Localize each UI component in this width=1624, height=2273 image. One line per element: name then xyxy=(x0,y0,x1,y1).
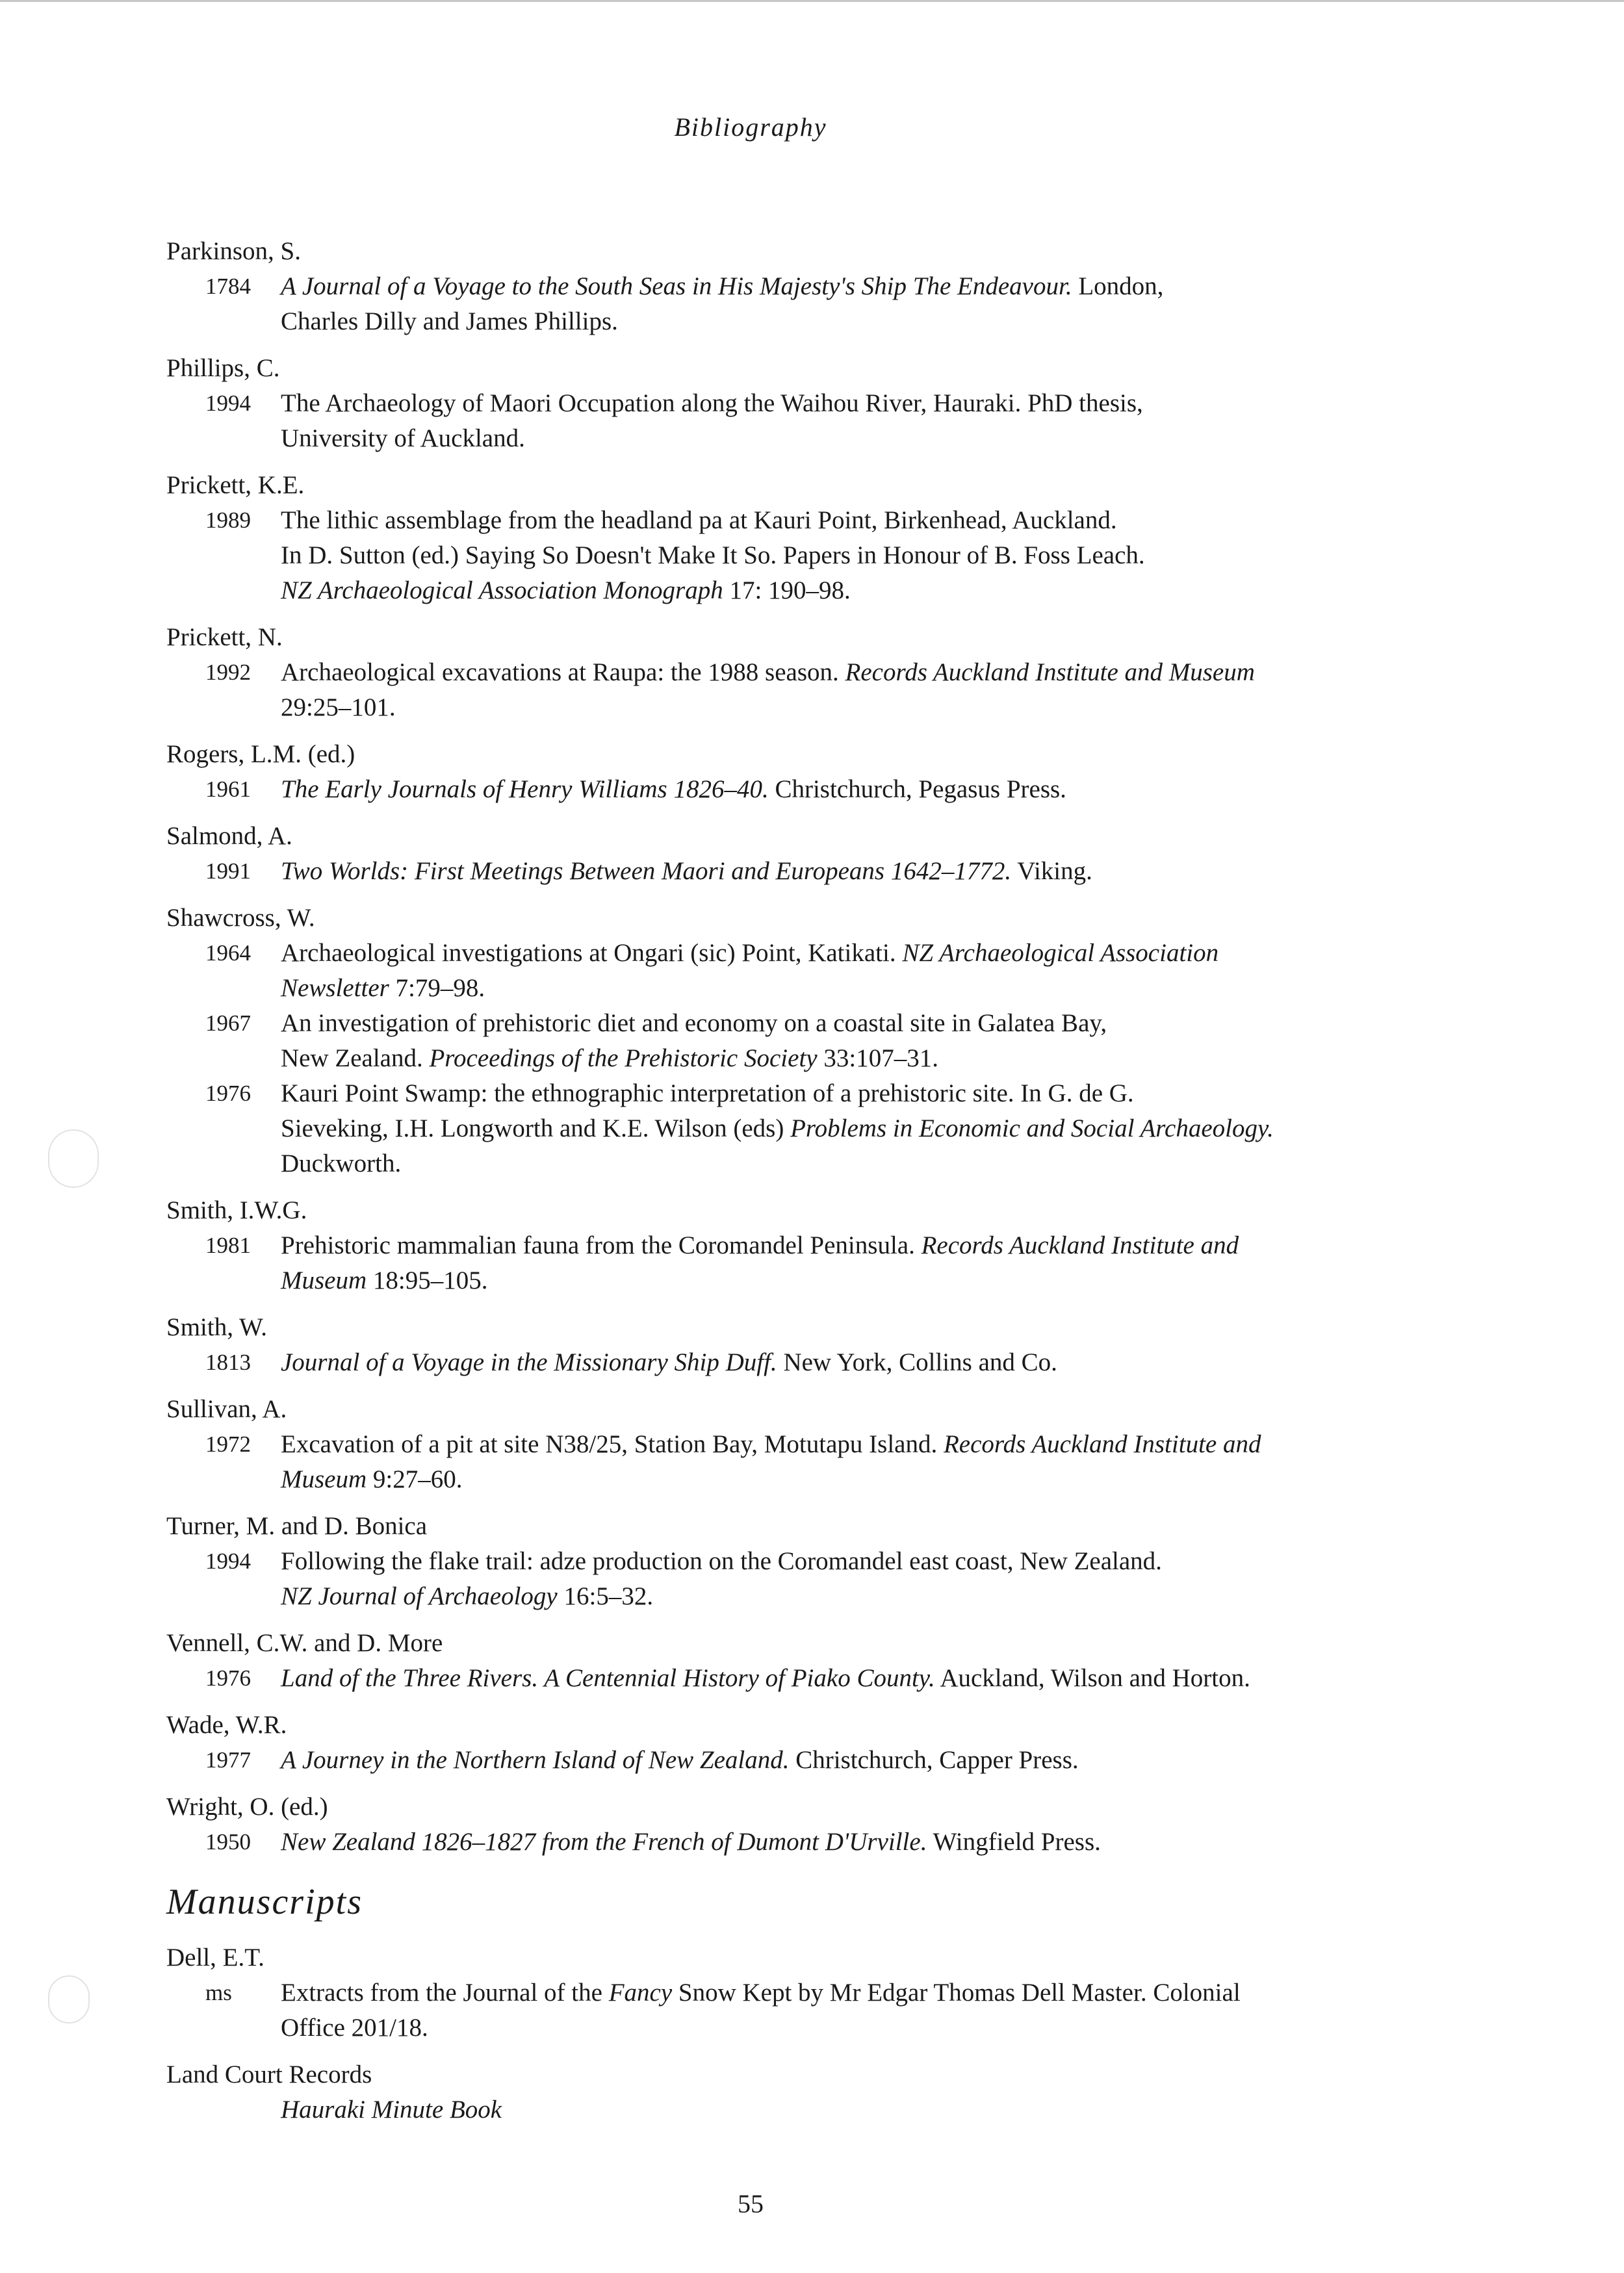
ref-text: In D. Sutton (ed.) Saying So Doesn't Make It So. Papers in Honour of B. Foss Leach. xyxy=(281,541,1145,569)
entry-author: Rogers, L.M. (ed.) xyxy=(166,740,355,768)
entry-author: Prickett, N. xyxy=(166,623,283,651)
section-heading-manuscripts: Manuscripts xyxy=(166,1882,363,1922)
bib-entry xyxy=(166,1392,1349,1497)
entry-year: 1981 xyxy=(205,1233,251,1258)
entry-year: 1989 xyxy=(205,507,251,533)
entry-reference xyxy=(166,2092,1349,2127)
ref-title: New Zealand 1826–1827 from the French of Dumont D'Urville. xyxy=(281,1828,927,1856)
entry-reference xyxy=(166,386,1349,456)
entry-author: Turner, M. and D. Bonica xyxy=(166,1512,428,1540)
ref-text: Kauri Point Swamp: the ethnographic interpretation of a prehistoric site. In G. de G. xyxy=(281,1079,1134,1107)
entry-reference xyxy=(166,1661,1349,1696)
ref-title: A Journal of a Voyage to the South Seas in His Majesty's Ship The Endeavour. xyxy=(281,272,1072,300)
entry-reference xyxy=(166,1975,1349,2046)
entry-reference xyxy=(166,936,1349,1006)
entry-author: Parkinson, S. xyxy=(166,237,301,265)
bib-entry xyxy=(166,351,1349,456)
ref-text: New Zealand. xyxy=(281,1044,430,1072)
entry-year: 1991 xyxy=(205,858,251,884)
bib-entry xyxy=(166,1193,1349,1298)
bib-entry xyxy=(166,1790,1349,1860)
ref-text: Duckworth. xyxy=(281,1149,402,1177)
entry-reference xyxy=(166,1228,1349,1298)
ref-text: Excavation of a pit at site N38/25, Station Bay, Motutapu Island. xyxy=(281,1430,944,1458)
ref-title: Land of the Three Rivers. A Centennial History of Piako County. xyxy=(281,1664,935,1692)
entry-author: Prickett, K.E. xyxy=(166,471,305,499)
entry-author: Smith, I.W.G. xyxy=(166,1196,307,1224)
bib-entry xyxy=(166,1626,1349,1696)
entry-year: 1994 xyxy=(205,391,251,416)
ref-text: 7:79–98. xyxy=(389,974,485,1002)
ref-title: Proceedings of the Prehistoric Society xyxy=(429,1044,818,1072)
entry-year: ms xyxy=(205,1980,232,2005)
entry-year: 1813 xyxy=(205,1350,251,1375)
ref-title: Journal of a Voyage in the Missionary Ship Duff. xyxy=(281,1348,777,1376)
entry-reference xyxy=(166,1743,1349,1778)
margin-blemish xyxy=(48,1975,90,2023)
ref-text: Wingfield Press. xyxy=(927,1828,1101,1856)
entry-reference xyxy=(166,1825,1349,1860)
bib-entry xyxy=(166,819,1349,889)
ref-text: Christchurch, Capper Press. xyxy=(789,1746,1079,1774)
entry-year: 1977 xyxy=(205,1747,251,1773)
running-head: Bibliography xyxy=(674,112,827,142)
bibliography-list xyxy=(166,234,1349,2139)
entry-author: Shawcross, W. xyxy=(166,904,315,932)
ref-title: NZ Archaeological Association Monograph xyxy=(281,576,723,604)
bib-entry xyxy=(166,468,1349,608)
ref-text: The lithic assemblage from the headland pa at Kauri Point, Birkenhead, Auckland. xyxy=(281,506,1117,534)
manuscript-entry xyxy=(166,1940,1349,2046)
ref-text: 17: 190–98. xyxy=(723,576,851,604)
entry-author: Phillips, C. xyxy=(166,354,280,382)
ref-title: A Journey in the Northern Island of New Zealand. xyxy=(281,1746,790,1774)
ref-title: Two Worlds: First Meetings Between Maori and Europeans 1642–1772. xyxy=(281,857,1012,885)
entry-year: 1964 xyxy=(205,940,251,966)
ref-text: Office 201/18. xyxy=(281,2014,428,2042)
entry-reference xyxy=(166,1427,1349,1497)
ref-text: Sieveking, I.H. Longworth and K.E. Wilson (eds) xyxy=(281,1114,791,1142)
top-edge-rule xyxy=(0,0,1624,2)
entry-author: Dell, E.T. xyxy=(166,1944,264,1971)
bib-entry xyxy=(166,1310,1349,1380)
ref-text: The Archaeology of Maori Occupation along the Waihou River, Hauraki. PhD thesis, xyxy=(281,389,1143,417)
margin-blemish xyxy=(48,1129,99,1188)
ref-text: Archaeological investigations at Ongari (sic) Point, Katikati. xyxy=(281,939,903,967)
ref-title: Hauraki Minute Book xyxy=(281,2096,502,2124)
ref-text: 9:27–60. xyxy=(367,1465,463,1493)
ref-text: Extracts from the Journal of the xyxy=(281,1979,609,2007)
ref-text: University of Auckland. xyxy=(281,424,525,452)
entry-author: Land Court Records xyxy=(166,2061,372,2088)
ref-title: Newsletter xyxy=(281,974,389,1002)
entry-year: 1967 xyxy=(205,1010,251,1036)
entry-author: Smith, W. xyxy=(166,1313,267,1341)
entry-year: 1972 xyxy=(205,1432,251,1457)
entry-reference xyxy=(166,503,1349,608)
entry-author: Wade, W.R. xyxy=(166,1711,287,1739)
bib-entry xyxy=(166,234,1349,339)
ref-text: Christchurch, Pegasus Press. xyxy=(768,775,1066,803)
ref-title: Records Auckland Institute and xyxy=(943,1430,1261,1458)
entry-reference xyxy=(166,1076,1349,1181)
entry-year: 1961 xyxy=(205,777,251,802)
entry-reference xyxy=(166,269,1349,339)
ref-text: 18:95–105. xyxy=(367,1266,488,1294)
ref-title: Problems in Economic and Social Archaeology. xyxy=(790,1114,1274,1142)
ref-title: Museum xyxy=(281,1266,367,1294)
entry-year: 1950 xyxy=(205,1829,251,1855)
ref-text: London, xyxy=(1072,272,1164,300)
bib-entry xyxy=(166,737,1349,807)
ref-title: NZ Journal of Archaeology xyxy=(281,1582,558,1610)
bib-entry xyxy=(166,1509,1349,1614)
ref-title: Records Auckland Institute and xyxy=(921,1231,1239,1259)
ref-text: 16:5–32. xyxy=(557,1582,654,1610)
entry-author: Salmond, A. xyxy=(166,822,292,850)
ref-text: 29:25–101. xyxy=(281,693,396,721)
entry-year: 1976 xyxy=(205,1665,251,1691)
ref-text: Archaeological excavations at Raupa: the 1988 season. xyxy=(281,658,845,686)
page-number: 55 xyxy=(738,2189,764,2218)
ref-title: Museum xyxy=(281,1465,367,1493)
entry-author: Sullivan, A. xyxy=(166,1395,287,1423)
entry-year: 1784 xyxy=(205,274,251,299)
ref-text: An investigation of prehistoric diet and economy on a coastal site in Galatea Bay, xyxy=(281,1009,1107,1037)
ref-text: Charles Dilly and James Phillips. xyxy=(281,307,618,335)
entry-year: 1976 xyxy=(205,1081,251,1106)
entry-reference xyxy=(166,1544,1349,1614)
entry-author: Vennell, C.W. and D. More xyxy=(166,1629,443,1657)
bib-entry xyxy=(166,1708,1349,1778)
manuscript-entry xyxy=(166,2057,1349,2127)
ref-title: The Early Journals of Henry Williams 1826–40. xyxy=(281,775,769,803)
entry-reference xyxy=(166,1006,1349,1076)
bib-entry xyxy=(166,620,1349,725)
ref-title: NZ Archaeological Association xyxy=(902,939,1219,967)
ref-text: Prehistoric mammalian fauna from the Coromandel Peninsula. xyxy=(281,1231,922,1259)
bib-entry xyxy=(166,901,1349,1181)
entry-reference xyxy=(166,854,1349,889)
entry-author: Wright, O. (ed.) xyxy=(166,1793,328,1821)
ref-text: Auckland, Wilson and Horton. xyxy=(934,1664,1250,1692)
ref-title: Records Auckland Institute and Museum xyxy=(845,658,1255,686)
entry-reference xyxy=(166,1345,1349,1380)
entry-reference xyxy=(166,772,1349,807)
entry-year: 1992 xyxy=(205,660,251,685)
entry-reference xyxy=(166,655,1349,725)
ref-text: Snow Kept by Mr Edgar Thomas Dell Master. Colonial xyxy=(672,1979,1241,2007)
entry-year: 1994 xyxy=(205,1548,251,1574)
ref-text: 33:107–31. xyxy=(817,1044,938,1072)
ref-text: Following the flake trail: adze production on the Coromandel east coast, New Zealand. xyxy=(281,1547,1162,1575)
ref-text: New York, Collins and Co. xyxy=(777,1348,1057,1376)
ref-title: Fancy xyxy=(608,1979,673,2007)
ref-text: Viking. xyxy=(1011,857,1092,885)
